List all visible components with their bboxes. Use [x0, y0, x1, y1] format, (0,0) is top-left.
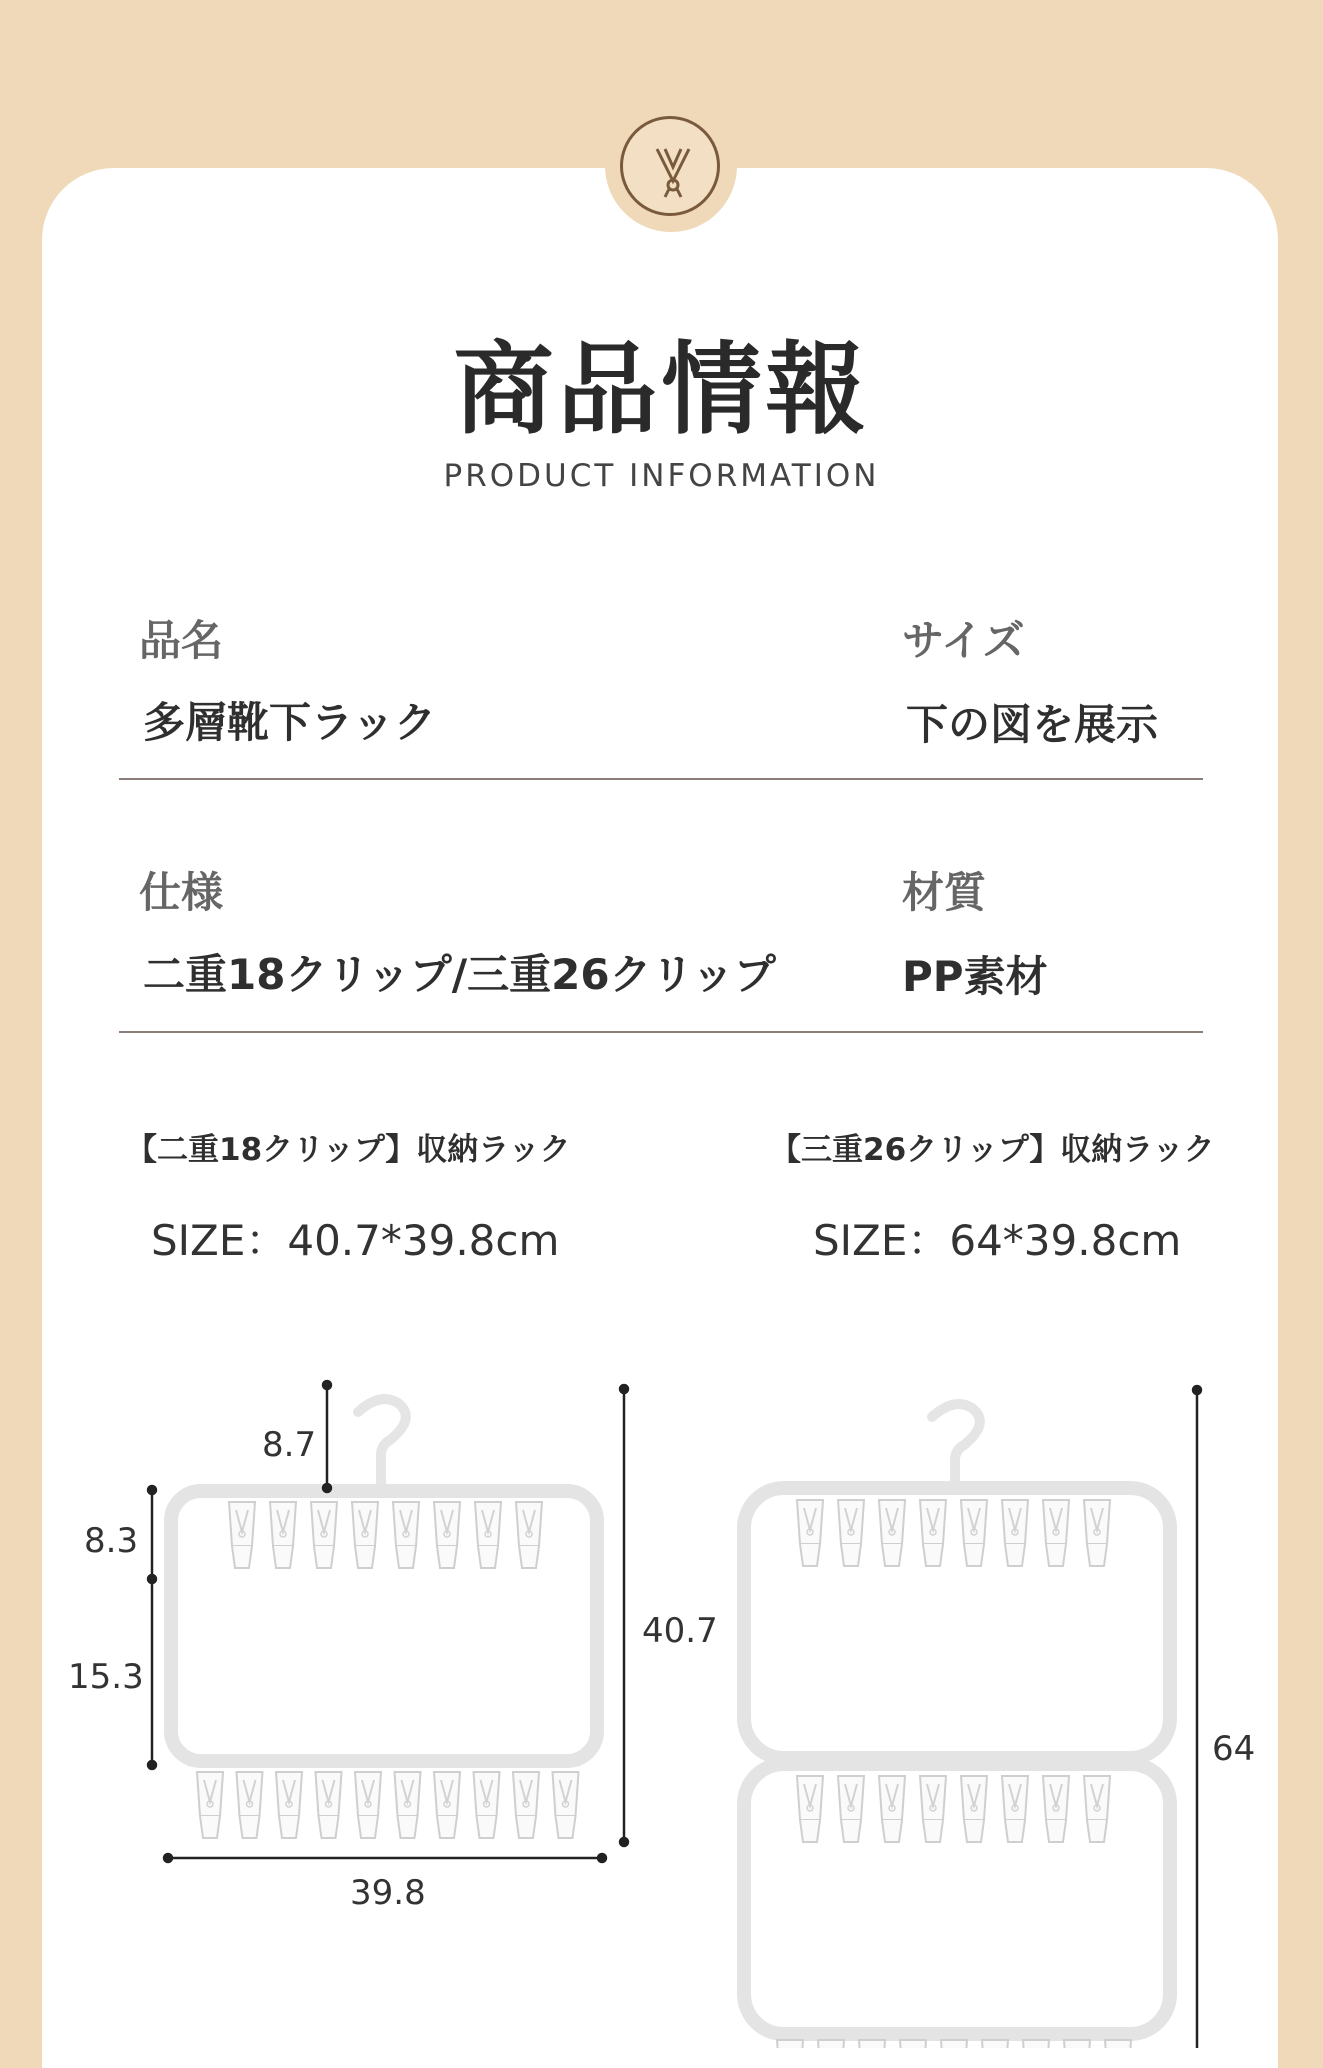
spec-label-size: サイズ [902, 616, 1025, 665]
clothespin [1084, 1500, 1110, 1566]
clothespin [859, 2040, 885, 2048]
clothespin [553, 1772, 579, 1838]
variant-size-triple: SIZE：64*39.8cm [813, 1216, 1182, 1265]
clothespin [1064, 2040, 1090, 2048]
dim-height: 40.7 [642, 1611, 718, 1651]
clothespin [961, 1776, 987, 1842]
clothespin [1043, 1776, 1069, 1842]
clothespin [1084, 1776, 1110, 1842]
dim-hook-top: 8.7 [262, 1425, 317, 1465]
spec-value-material: PP素材 [902, 952, 1048, 1001]
clothespin [961, 1500, 987, 1566]
spec-label-spec: 仕様 [139, 868, 224, 917]
clothespin [1002, 1776, 1028, 1842]
clothespin [1105, 2040, 1131, 2048]
spec-label-name: 品名 [139, 616, 224, 665]
clothespin [777, 2040, 803, 2048]
clothespin [276, 1772, 302, 1838]
clothespin [838, 1776, 864, 1842]
clothespin [513, 1772, 539, 1838]
variant-size-double: SIZE：40.7*39.8cm [151, 1216, 560, 1265]
triple-rack-drawing [744, 1404, 1170, 2048]
clothespin [818, 2040, 844, 2048]
dim-hook: 8.3 [84, 1521, 139, 1561]
clothespin [1002, 1500, 1028, 1566]
clothespin [395, 1772, 421, 1838]
clothespin [229, 1502, 255, 1568]
clothespin [434, 1502, 460, 1568]
clothespin [1043, 1500, 1069, 1566]
clothespin [982, 2040, 1008, 2048]
clothespin [920, 1776, 946, 1842]
dim-row-gap: 15.3 [68, 1657, 144, 1697]
clothespin [197, 1772, 223, 1838]
clothespin [270, 1502, 296, 1568]
triple-rack-dimensions [1193, 1386, 1201, 2048]
clothespin [516, 1502, 542, 1568]
clothespin [838, 1500, 864, 1566]
spec-label-material: 材質 [902, 868, 987, 917]
clothespin [900, 2040, 926, 2048]
clothespin [352, 1502, 378, 1568]
double-rack-drawing [171, 1399, 597, 1838]
clothespin [316, 1772, 342, 1838]
page-subtitle: PRODUCT INFORMATION [443, 458, 880, 494]
page-title: 商品情報 [453, 331, 870, 448]
dim-height-triple: 64 [1212, 1729, 1256, 1769]
variant-heading-double: 【二重18クリップ】収納ラック [126, 1132, 571, 1168]
clothespin [797, 1500, 823, 1566]
clothespin [237, 1772, 263, 1838]
dim-width: 39.8 [350, 1873, 426, 1913]
clothespin [879, 1500, 905, 1566]
variant-heading-triple: 【三重26クリップ】収納ラック [770, 1132, 1215, 1168]
spec-value-spec: 二重18クリップ/三重26クリップ [143, 950, 776, 999]
spec-value-size: 下の図を展示 [906, 700, 1159, 749]
clothespin [393, 1502, 419, 1568]
clothespin [1023, 2040, 1049, 2048]
clothespin [355, 1772, 381, 1838]
clothespin [311, 1502, 337, 1568]
clothespin [941, 2040, 967, 2048]
clothespin [474, 1772, 500, 1838]
spec-value-name: 多層靴下ラック [143, 698, 437, 747]
clothespin [920, 1500, 946, 1566]
clothespin [434, 1772, 460, 1838]
clothespin [797, 1776, 823, 1842]
clothespin [475, 1502, 501, 1568]
clothespin [879, 1776, 905, 1842]
